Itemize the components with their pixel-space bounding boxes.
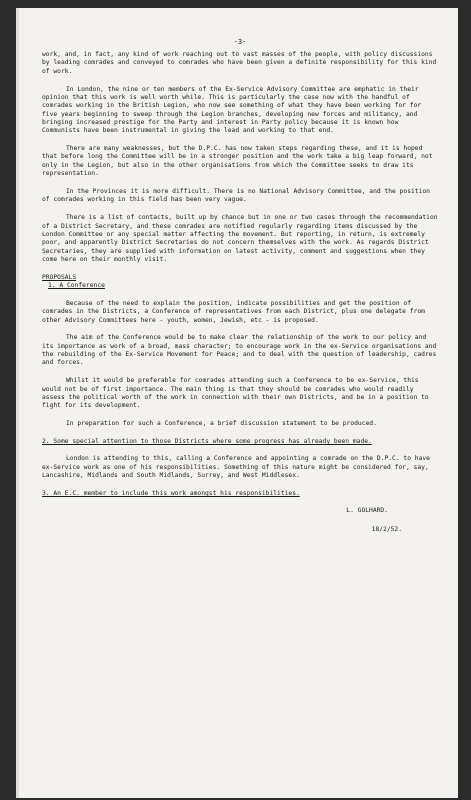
signature: L. GOLHARD.: [346, 507, 388, 515]
proposal-2-paragraph: London is attending to this, calling a Conference and appointing a comrade on the D.P.C. to have ex-Service work as one of his responsibilities. Something of this nature might be considered for, say, Lancashire, Midlands and South Midlands, Surrey, and West Middlesex.: [42, 455, 430, 480]
proposals-heading: PROPOSALS: [42, 273, 77, 281]
proposal-2-title: 2. Some special attention to those Districts where some progress has already been made.: [42, 438, 372, 446]
paragraph-weaknesses: There are many weaknesses, but the D.P.C. has now taken steps regarding these, and it is hoped that before long the Committee will be in a stronger position and the work take a big leap forward, not only in the Legion, but also in the other organisations from which the Committee seeks to draw its representation.: [42, 145, 433, 178]
proposal-1-paragraph: The aim of the Conference would be to make clear the relationship of the work to our policy and its importance as work of a broad, mass character; to encourage work in the ex-Service organisations and the rebuilding of the Ex-Service Movement for Peace; and to deal with the question of leadership, cadres and forces.: [42, 334, 437, 367]
page-number: -3-: [233, 38, 247, 46]
page-edge: [16, 8, 19, 798]
document-page: [16, 8, 458, 798]
paragraph-london: In London, the nine or ten members of the Ex-Service Advisory Committee are emphatic in their opinion that this work is well worth while. This is particularly the case now with the handful of comrades working in the British Legion, who now see something of what they have been working for for five years beginning to sweep through the Legion branches, developing new forces and militancy, and bringing increased prestige for the Party and interest in Party policy because it is known how Communists have been instrumental in giving the lead and working to that end.: [42, 85, 422, 135]
date: 18/2/52.: [371, 525, 402, 533]
proposal-1-paragraph: Whilst it would be preferable for comrades attending such a Conference to be ex-Service, this would not be of first importance. The main thing is that they should be comrades who would readily assess the political worth of the work in connection with their own Districts, and be in a position to fight for its development.: [42, 377, 429, 410]
proposal-3-title: 3. An E.C. member to include this work amongst his responsibilities.: [42, 489, 300, 497]
proposal-1-paragraph: In preparation for such a Conference, a brief discussion statement to be produced.: [66, 420, 377, 428]
proposal-1-title: 1. A Conference: [48, 282, 105, 290]
paragraph-contacts: There is a list of contacts, built up by chance but in one or two cases through the recommendation of a District Secretary, and these comrades are notified regularly regarding items discussed by the London Committee or any special matter affecting the movement. But reporting, in return, is extremely poor, and apparently District Secretaries do not concern themselves with the work. As regards District Secretaries, they are supplied with information on latest activity, comment and suggestions when they come here on their monthly visit.: [42, 214, 438, 263]
proposal-1-paragraph: Because of the need to explain the position, indicate possibilities and get the position of comrades in the Districts, a Conference of representatives from each District, plus one delegate from other Advisory Committees here - youth, women, Jewish, etc - is proposed.: [42, 299, 425, 324]
paragraph-provinces: In the Provinces it is more difficult. There is no National Advisory Committee, and the position of comrades working in this field has been very vague.: [42, 187, 430, 204]
paragraph-intro: work, and, in fact, any kind of work reaching out to vast masses of the people, with policy discussions by leading comrades and conveyed to comrades who have been given a definite responsibility for this kind of work.: [42, 51, 437, 75]
